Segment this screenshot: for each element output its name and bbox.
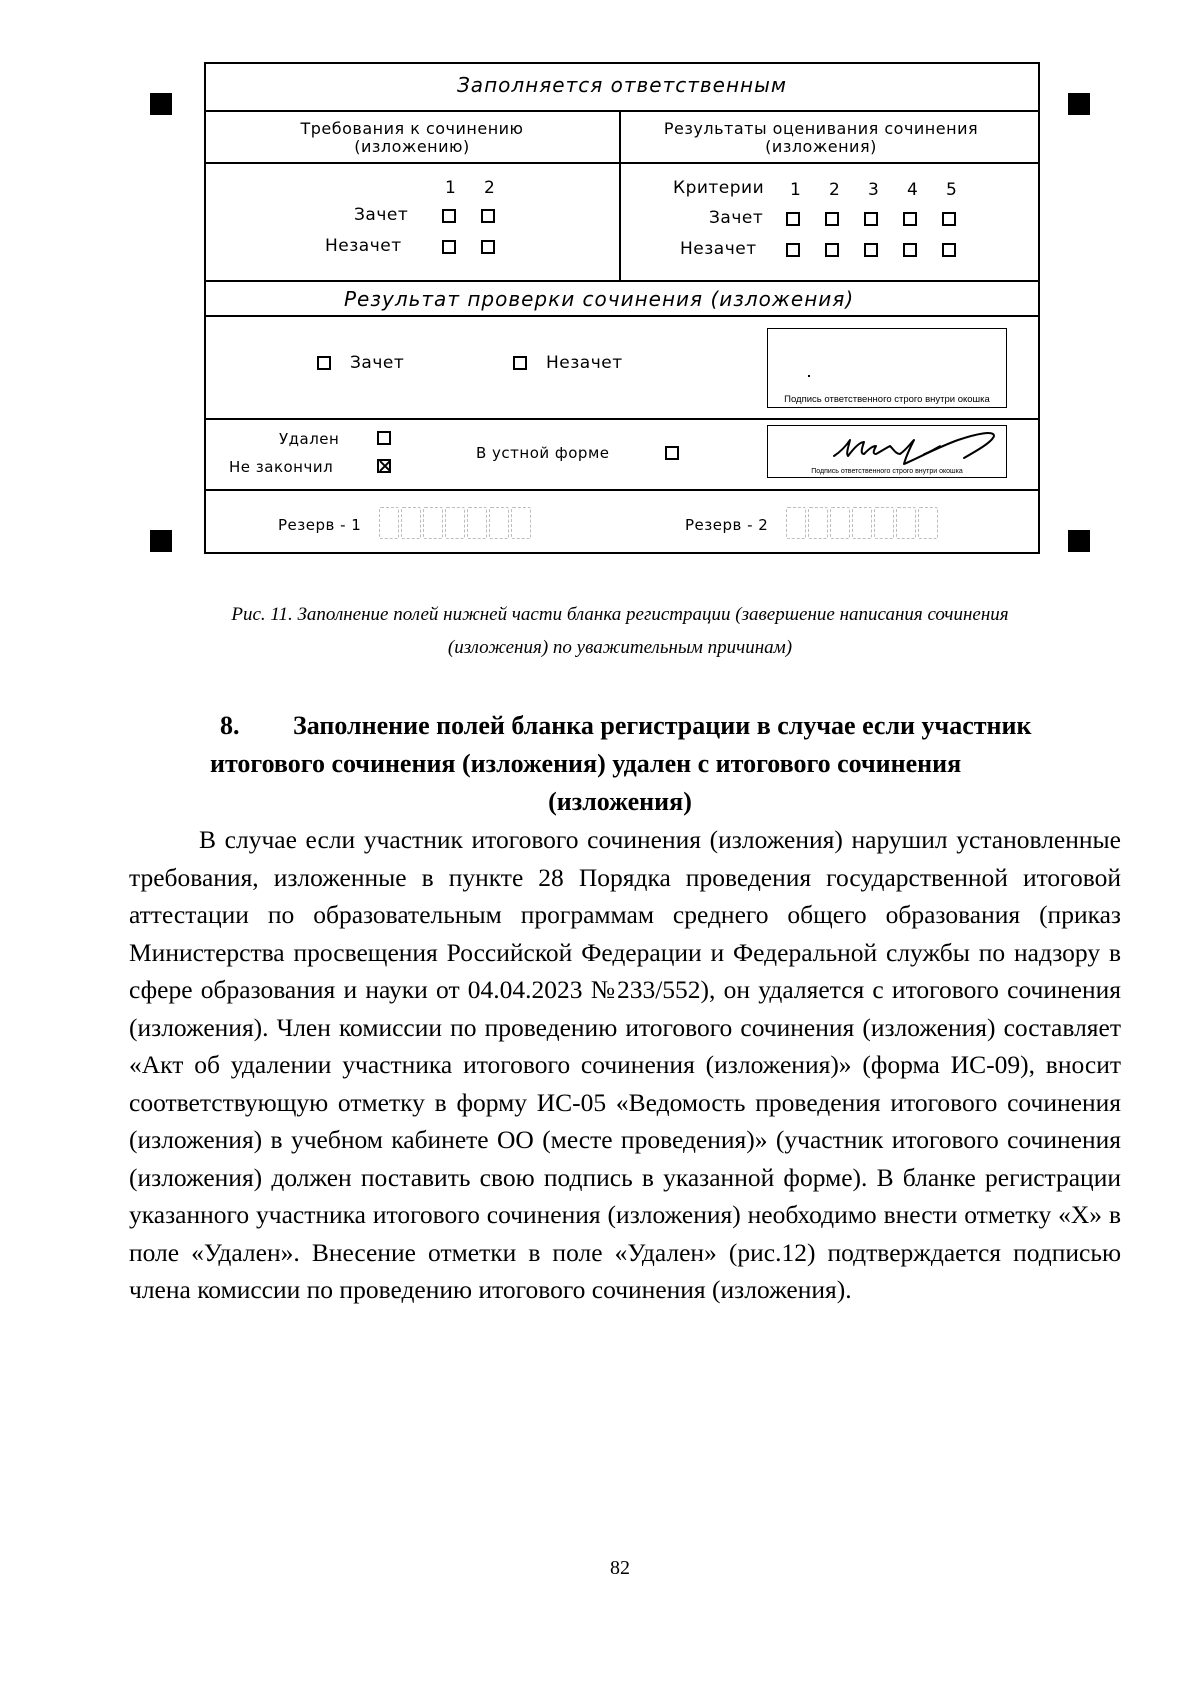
criteria-2: 2: [829, 180, 841, 200]
member-signature-box[interactable]: [767, 425, 1007, 478]
criteria-zachet-4-checkbox[interactable]: [903, 212, 917, 226]
figure-caption-line-2: (изложения) по уважительным причинам): [447, 637, 793, 658]
req-zachet-1-checkbox[interactable]: [442, 209, 456, 223]
registration-form-bottom: [204, 62, 1040, 554]
not-finished-checkbox[interactable]: [377, 459, 391, 473]
criteria-zachet-3-checkbox[interactable]: [864, 212, 878, 226]
figure-caption-line-1: Рис. 11. Заполнение полей нижней части бланка регистрации (завершение написания сочинения: [231, 604, 1009, 625]
criteria-1: 1: [790, 180, 802, 200]
removed-checkbox[interactable]: [377, 431, 391, 445]
criteria-nezachet-1-checkbox[interactable]: [786, 243, 800, 257]
section-number: 8.: [220, 711, 240, 740]
req-nezachet-2-checkbox[interactable]: [481, 240, 495, 254]
oral-form-checkbox[interactable]: [665, 446, 679, 460]
signature-caption: Подпись ответственного строго внутри окошка: [784, 394, 990, 405]
req-column-1: 1: [445, 178, 457, 198]
registration-marker-bottom-right: [1068, 530, 1090, 552]
criteria-4: 4: [907, 180, 919, 200]
registration-marker-top-right: [1068, 93, 1090, 115]
reserve-2-label: Резерв - 2: [685, 516, 769, 534]
page-number: 82: [610, 1557, 630, 1579]
criteria-5: 5: [946, 180, 958, 200]
criteria-label: Критерии: [673, 178, 765, 198]
not-finished-label: Не закончил: [229, 458, 334, 476]
criteria-zachet-2-checkbox[interactable]: [825, 212, 839, 226]
req-nezachet-label: Незачет: [325, 236, 402, 256]
req-nezachet-1-checkbox[interactable]: [442, 240, 456, 254]
registration-marker-bottom-left: [150, 530, 172, 552]
req-zachet-label: Зачет: [354, 205, 409, 225]
criteria-zachet-label: Зачет: [709, 208, 764, 228]
criteria-nezachet-label: Незачет: [680, 239, 757, 259]
section-title-line-1: Заполнение полей бланка регистрации в случае если участник: [293, 711, 1032, 740]
result-zachet-label: Зачет: [350, 353, 405, 373]
reserve-1-field[interactable]: [379, 507, 534, 541]
responsible-signature-box[interactable]: [767, 328, 1007, 408]
req-zachet-2-checkbox[interactable]: [481, 209, 495, 223]
criteria-nezachet-4-checkbox[interactable]: [903, 243, 917, 257]
result-nezachet-label: Незачет: [546, 353, 623, 373]
result-nezachet-checkbox[interactable]: [513, 356, 527, 370]
reserve-2-field[interactable]: [786, 507, 941, 541]
criteria-3: 3: [868, 180, 880, 200]
removed-label: Удален: [279, 430, 340, 448]
criteria-zachet-1-checkbox[interactable]: [786, 212, 800, 226]
form-title: Заполняется ответственным: [456, 73, 788, 97]
registration-marker-top-left: [150, 93, 172, 115]
check-result-title: Результат проверки сочинения (изложения): [344, 287, 855, 311]
section-title-line-3: (изложения): [548, 787, 692, 816]
oral-form-label: В устной форме: [476, 444, 610, 462]
requirements-header: Требования к сочинению (изложению): [300, 119, 524, 156]
req-column-2: 2: [484, 178, 496, 198]
member-signature-caption: Подпись ответственного строго внутри окошка: [811, 468, 963, 475]
criteria-nezachet-5-checkbox[interactable]: [942, 243, 956, 257]
criteria-zachet-5-checkbox[interactable]: [942, 212, 956, 226]
criteria-nezachet-2-checkbox[interactable]: [825, 243, 839, 257]
reserve-1-label: Резерв - 1: [278, 516, 362, 534]
section-paragraph: В случае если участник итогового сочинения (изложения) нарушил установленные требования, изложенные в пункте 28 Порядка проведения государственной итоговой аттестации по образовательным программам среднего общего образования (приказ Министерства просвещения Российской Федерации и Федеральной службы по надзору в сфере образования и науки от 04.04.2023 №233/552), он удаляется с итогового сочинения (изложения). Член комиссии по проведению итогового сочинения (изложения) составляет «Акт об удалении участника итогового сочинения (изложения)» (форма ИС-09), вносит соответствующую отметку в форму ИС-05 «Ведомость проведения итогового сочинения (изложения) в учебном кабинете ОО (месте проведения)» (участник итогового сочинения (изложения) должен поставить свою подпись в указанной форме). В бланке регистрации указанного участника итогового сочинения (изложения) необходимо внести отметку «Х» в поле «Удален». Внесение отметки в поле «Удален» (рис.12) подтверждается подписью члена комиссии по проведению итогового сочинения (изложения).: [129, 825, 1121, 1304]
criteria-nezachet-3-checkbox[interactable]: [864, 243, 878, 257]
section-title-line-2: итогового сочинения (изложения) удален с итогового сочинения: [210, 749, 962, 778]
result-zachet-checkbox[interactable]: [317, 356, 331, 370]
results-header: Результаты оценивания сочинения (изложения): [663, 119, 979, 156]
